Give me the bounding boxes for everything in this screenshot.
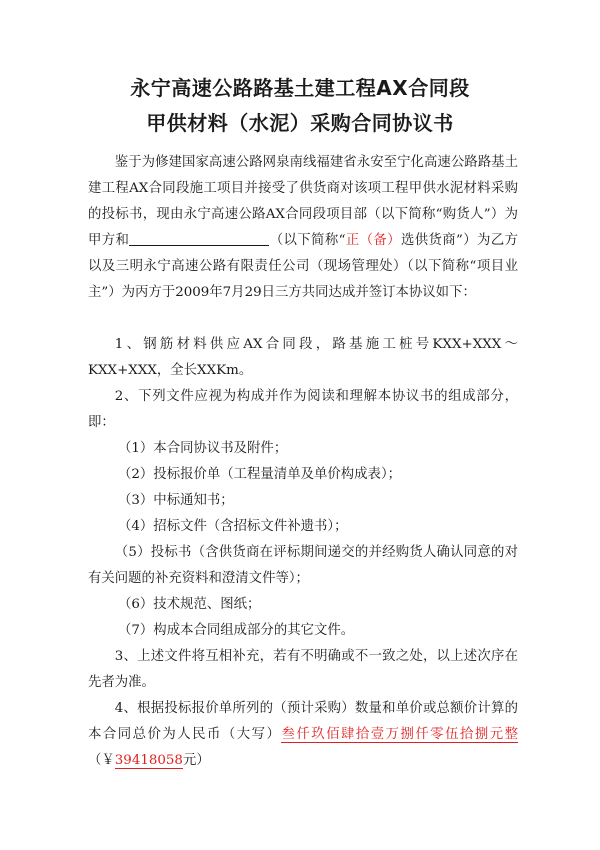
item-2: （2）投标报价单（工程量清单及单价构成表）； (118, 467, 402, 482)
item-6: （6）技术规范、图纸； (118, 597, 261, 612)
intro-text-3: 选供货商”）为乙方以及三明永宁高速公路有限责任公司（现场管理处）（以下简称“项目业主”）为丙方于2009年7月29日三方共同达成并签订本协议如下： (88, 233, 518, 300)
supplier-type-red: 正（备） (345, 233, 401, 248)
item-7: （7）构成本合同组成部分的其它文件。 (118, 623, 355, 638)
intro-text-2: （以下简称“ (269, 233, 346, 248)
clause-3: 3、上述文件将互相补充，若有不明确或不一致之处，以上述次序在先者为准。 (88, 649, 518, 690)
amount-in-figures: 39418058 (114, 753, 183, 768)
clause-1: 1、钢筋材料供应AX合同段，路基施工桩号KXX+XXX～KXX+XXX，全长XXKm。 (88, 337, 518, 378)
clause-2: 2、下列文件应视为构成并作为阅读和理解本协议书的组成部分，即： (88, 389, 518, 430)
clause-4-text-3: 元） (182, 753, 210, 768)
title-line-2: 甲供材料（水泥）采购合同协议书 (146, 111, 454, 135)
item-1: （1）本合同协议书及附件； (118, 441, 288, 456)
title-line-1: 永宁高速公路路基土建工程AX合同段 (130, 76, 470, 100)
intro-paragraph (88, 150, 518, 306)
item-4: （4）招标文件（含招标文件补遗书）； (118, 519, 348, 534)
clause-4 (88, 696, 518, 774)
clause-4-text-1: 4、根据投标报价单所列的（预计采购）数量和单价或总额价计算的本合同总价为人民币（大写） (88, 701, 518, 742)
intro-text-1: 鉴于为修建国家高速公路网泉南线福建省永安至宁化高速公路路基土建工程AX合同段施工项目并接受了供货商对该项工程甲供水泥材料采购的投标书，现由永宁高速公路AX合同段项目部（以下简称“购货人”）为甲方和 (88, 155, 518, 248)
amount-in-words: 叁仟玖佰肆拾壹万捌仟零伍拾捌元整 (281, 727, 519, 742)
item-3: （3）中标通知书； (118, 493, 234, 508)
supplier-name-blank (129, 231, 269, 246)
item-5: （5）投标书（含供货商在评标期间递交的并经购货人确认同意的对有关问题的补充资料和澄清文件等）； (88, 545, 518, 586)
clause-4-text-2: （￥ (88, 753, 115, 768)
